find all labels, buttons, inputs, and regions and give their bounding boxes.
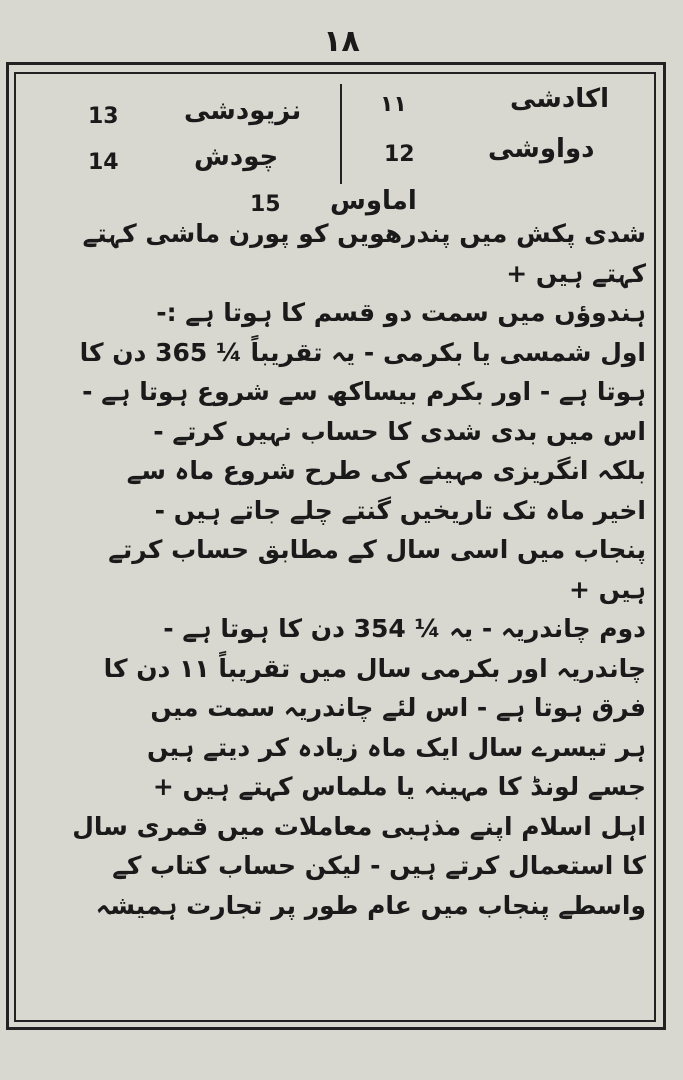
text-line: کہتے ہیں + xyxy=(506,258,646,288)
tithi-13-num: 13 xyxy=(88,104,119,129)
table-divider xyxy=(340,84,342,184)
tithi-14-num: 14 xyxy=(88,150,119,175)
text-line: جسے لونڈ کا مہینہ یا ملماس کہتے ہیں + xyxy=(152,772,646,801)
text-line: ہوتا ہے - اور بکرم بیساکھ سے شروع ہوتا ہے - xyxy=(82,377,646,406)
tithi-12-num: 12 xyxy=(384,142,415,167)
text-line: ہیں + xyxy=(568,574,646,604)
tithi-11-num: ۱۱ xyxy=(380,92,407,117)
text-line: ہندوؤں میں سمت دو قسم کا ہوتا ہے :- xyxy=(156,298,646,327)
tithi-15-label: اماوس xyxy=(330,186,417,216)
text-line: بلکہ انگریزی مہینے کی طرح شروع ماہ سے xyxy=(126,456,646,485)
text-line: اس میں بدی شدی کا حساب نہیں کرتے - xyxy=(153,416,646,446)
text-line: چاندریہ اور بکرمی سال میں تقریباً ۱۱ دن کا xyxy=(103,653,646,683)
page-number: ۱۸ xyxy=(323,24,360,59)
text-line: شدی پکش میں پندرھویں کو پورن ماشی کہتے xyxy=(82,219,646,248)
text-line: ہر تیسرے سال ایک ماہ زیادہ کر دیتے ہیں xyxy=(147,732,646,762)
tithi-11-label: اکادشی xyxy=(510,84,610,114)
text-line: اول شمسی یا بکرمی - یہ تقریباً ¼ 365 دن کا xyxy=(79,337,646,367)
tithi-12-label: دواوشی xyxy=(488,134,595,164)
text-line: فرق ہوتا ہے - اس لئے چاندریہ سمت میں xyxy=(150,693,646,722)
text-line: کا استعمال کرتے ہیں - لیکن حساب کتاب کے xyxy=(112,851,646,880)
tithi-15-num: 15 xyxy=(250,192,281,217)
text-line: پنجاب میں اسی سال کے مطابق حساب کرتے xyxy=(108,535,646,564)
body-text xyxy=(34,214,646,925)
tithi-14-label: چودش xyxy=(194,142,279,172)
text-line: واسطے پنجاب میں عام طور پر تجارت ہمیشہ xyxy=(95,890,646,920)
text-line: اہل اسلام اپنے مذہبی معاملات میں قمری سال xyxy=(72,811,646,841)
text-line: اخیر ماہ تک تاریخیں گنتے چلے جاتے ہیں - xyxy=(154,495,646,525)
tithi-13-label: نزیودشی xyxy=(184,96,302,126)
text-line: دوم چاندریہ - یہ ¼ 354 دن کا ہوتا ہے - xyxy=(163,614,646,643)
